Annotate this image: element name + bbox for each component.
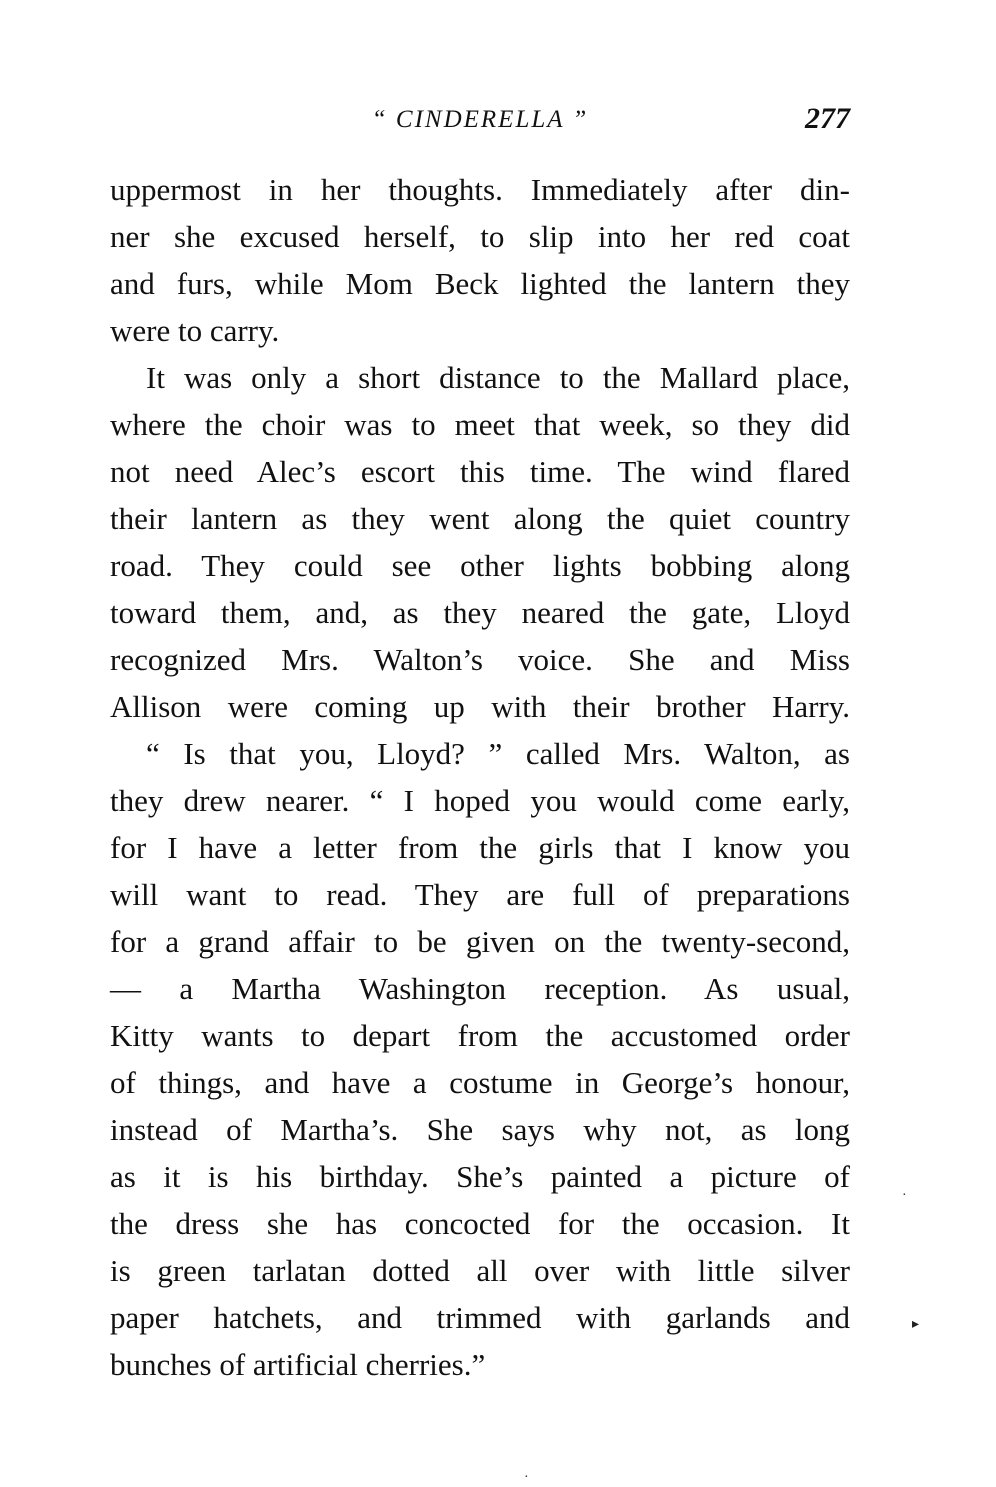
text-line: instead of Martha’s. She says why not, as long — [110, 1112, 850, 1147]
body-text — [110, 166, 850, 1388]
text-line: toward them, and, as they neared the gate, Lloyd — [110, 595, 850, 630]
text-line: paper hatchets, and trimmed with garlands and — [110, 1300, 850, 1335]
text-line: not need Alec’s escort this time. The wind flared — [110, 454, 850, 489]
text-line: Allison were coming up with their brother Harry. — [110, 689, 850, 724]
text-line: the dress she has concocted for the occasion. It — [110, 1206, 850, 1241]
text-line: their lantern as they went along the quiet country — [110, 501, 850, 536]
page-number: 277 — [805, 102, 850, 135]
text-line: recognized Mrs. Walton’s voice. She and Miss — [110, 642, 850, 677]
scan-speck: ▸ — [912, 1317, 920, 1332]
text-line: where the choir was to meet that week, so they did — [110, 407, 850, 442]
paragraph-3 — [110, 730, 850, 1388]
text-line: will want to read. They are full of preparations — [110, 877, 850, 912]
text-line: road. They could see other lights bobbing along — [110, 548, 850, 583]
text-line: — a Martha Washington reception. As usual, — [110, 971, 850, 1006]
text-line: uppermost in her thoughts. Immediately after din- — [110, 172, 850, 207]
paragraph-2 — [110, 354, 850, 730]
text-line: “ Is that you, Lloyd? ” called Mrs. Walton, as — [146, 736, 850, 771]
text-line: It was only a short distance to the Mallard place, — [146, 360, 850, 395]
text-line: as it is his birthday. She’s painted a picture of — [110, 1159, 850, 1194]
paragraph-1 — [110, 166, 850, 354]
text-line: ner she excused herself, to slip into her red coat — [110, 219, 850, 254]
scan-speck: · — [902, 1188, 907, 1203]
text-line: bunches of artificial cherries.” — [110, 1347, 486, 1382]
text-line: for I have a letter from the girls that I know you — [110, 830, 850, 865]
running-title: “ CINDERELLA ” — [371, 106, 589, 133]
running-head — [110, 102, 850, 146]
text-line: Kitty wants to depart from the accustomed order — [110, 1018, 850, 1053]
text-line: for a grand affair to be given on the twenty-second, — [110, 924, 850, 959]
text-line: and furs, while Mom Beck lighted the lantern they — [110, 266, 850, 301]
scan-speck: · — [524, 1470, 529, 1485]
text-line: they drew nearer. “ I hoped you would come early, — [110, 783, 850, 818]
text-line: of things, and have a costume in George’s honour, — [110, 1065, 850, 1100]
text-line: were to carry. — [110, 313, 280, 348]
text-line: is green tarlatan dotted all over with little silver — [110, 1253, 850, 1288]
